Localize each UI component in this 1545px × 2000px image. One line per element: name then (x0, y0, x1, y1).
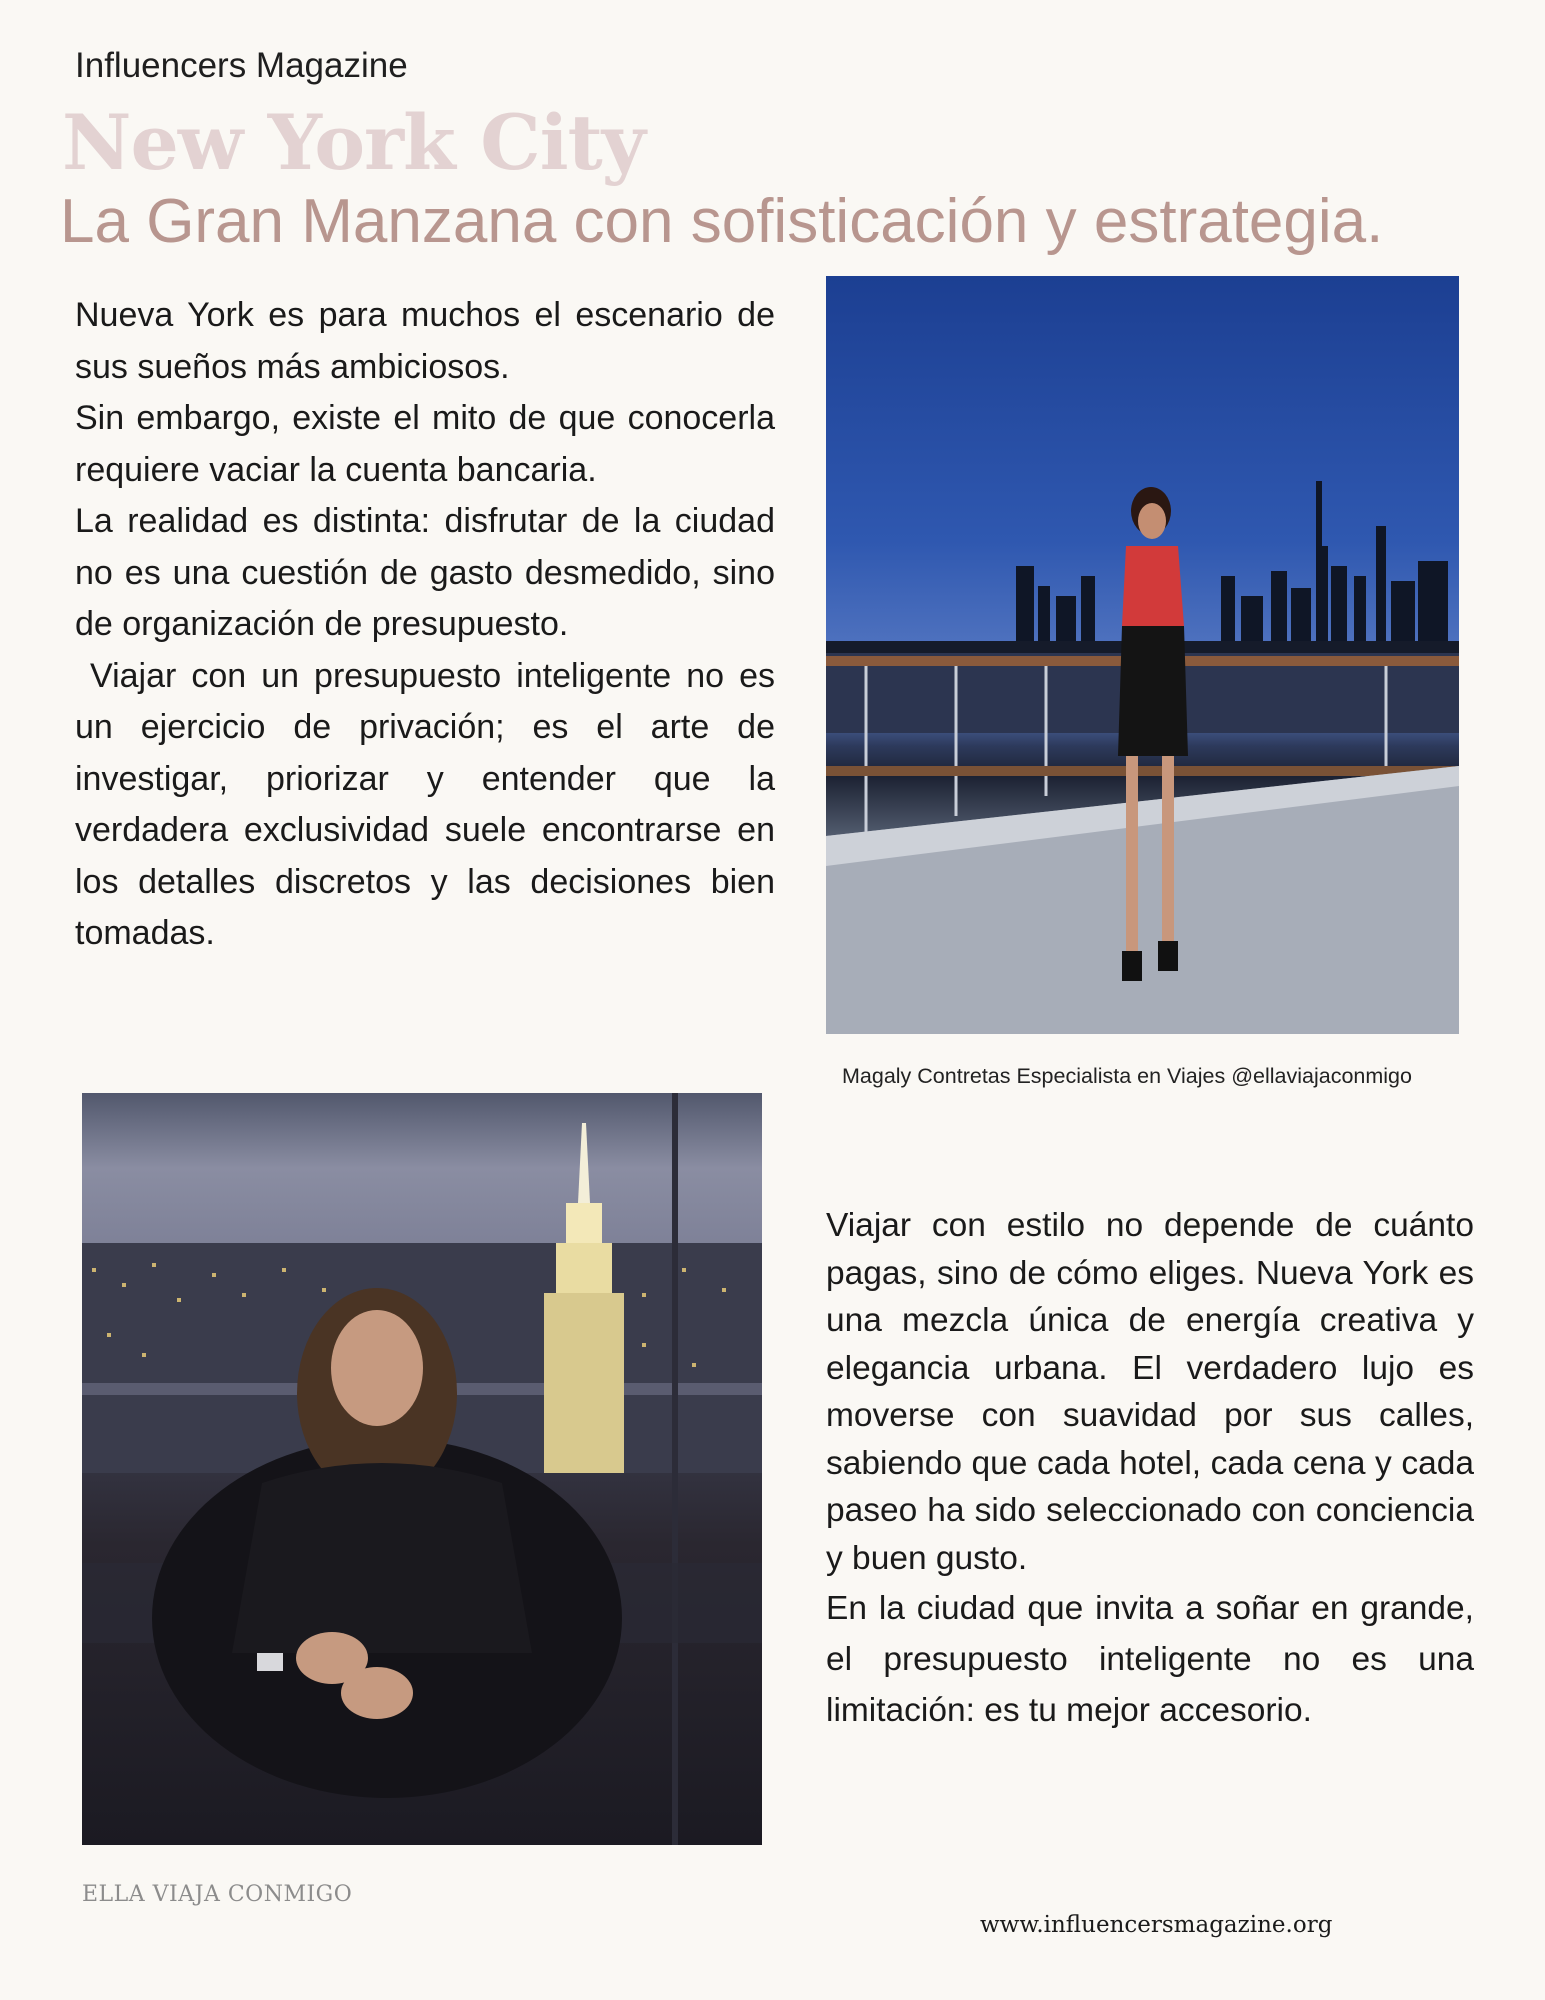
observation-deck-illustration (82, 1093, 762, 1845)
intro-paragraph: Nueva York es para muchos el escenario de sus sueños más ambiciosos. (75, 296, 775, 386)
page-subtitle: La Gran Manzana con sofisticación y estrategia. (60, 187, 1384, 256)
closing-paragraph: En la ciudad que invita a soñar en grande, el presupuesto inteligente no es una limitación: es tu mejor accesorio. (826, 1590, 1474, 1729)
intro-paragraph: Viajar con un presupuesto inteligente no es un ejercicio de privación; es el arte de investigar, priorizar y entender que la verdadera exclusividad suele encontrarse en los detalles discretos y las decisiones bien tomadas. (75, 656, 785, 952)
intro-paragraph: Sin embargo, existe el mito de que conocerla requiere vaciar la cuenta bancaria. (75, 399, 775, 489)
magazine-name: Influencers Magazine (75, 46, 408, 85)
intro-text (75, 290, 785, 960)
rooftop-photo (826, 276, 1459, 1034)
footer-brand: ELLA VIAJA CONMIGO (82, 1882, 353, 1907)
closing-text (826, 1202, 1474, 1736)
footer-website-link[interactable]: www.influencersmagazine.org (980, 1912, 1333, 1938)
closing-paragraph: Viajar con estilo no depende de cuánto pagas, sino de cómo eliges. Nueva York es una mezcla única de energía creativa y elegancia urbana. El verdadero lujo es moverse con suavidad por sus calles, sabiendo que cada hotel, cada cena y cada paseo ha sido seleccionado con conciencia y buen gusto. (826, 1207, 1474, 1577)
intro-paragraph: La realidad es distinta: disfrutar de la ciudad no es una cuestión de gasto desmedido, sino de organización de presupuesto. (75, 502, 775, 643)
observation-deck-photo (82, 1093, 762, 1845)
page-title: New York City (62, 98, 645, 187)
rooftop-illustration (826, 276, 1459, 1034)
photo-caption: Magaly Contretas Especialista en Viajes @ellaviajaconmigo (842, 1064, 1412, 1088)
